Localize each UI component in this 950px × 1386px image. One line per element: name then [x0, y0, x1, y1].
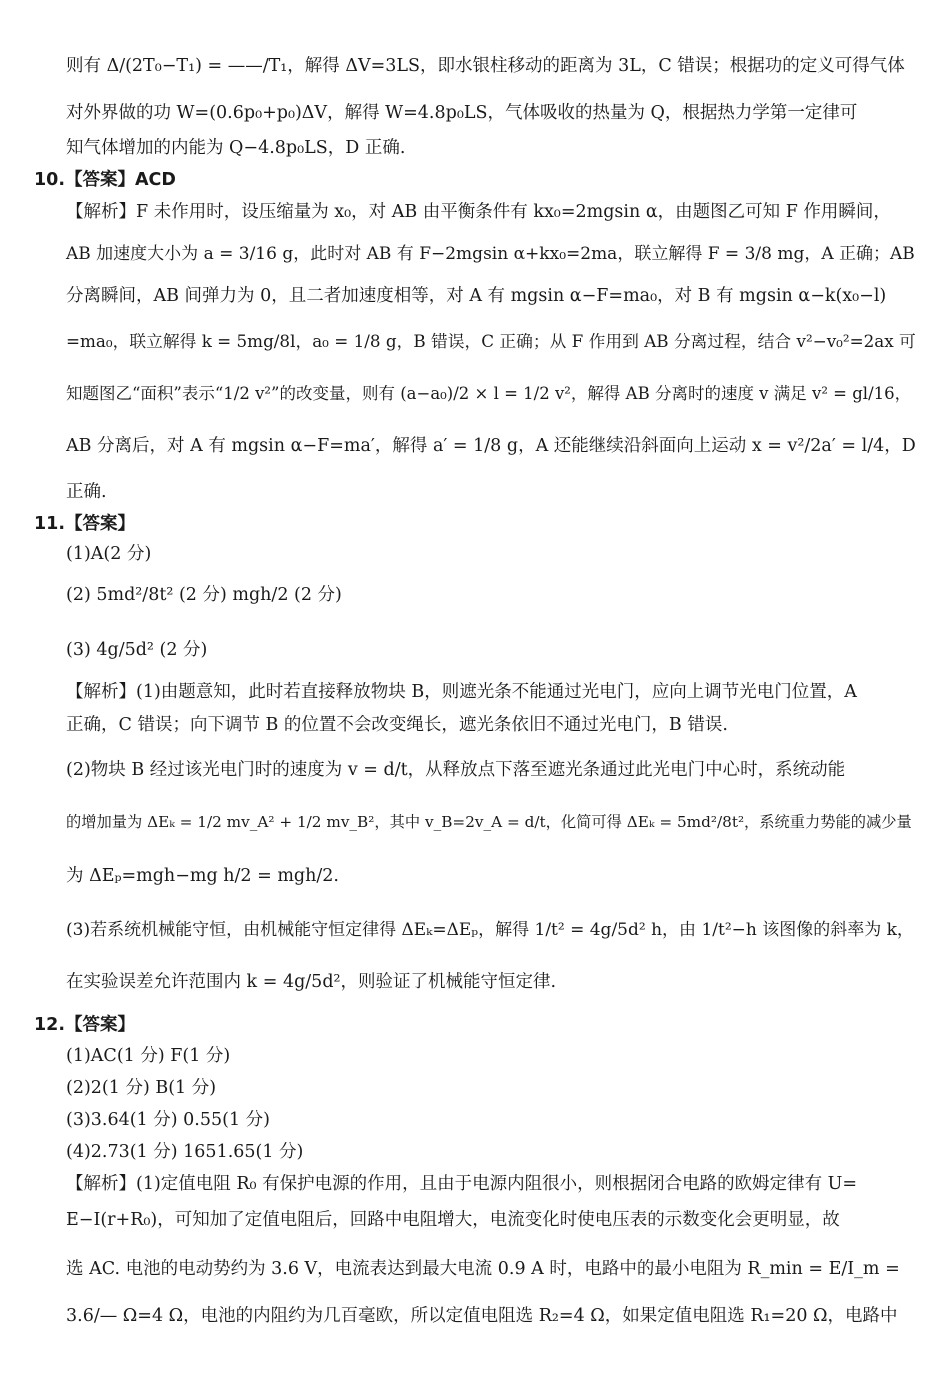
text-line: 为 ΔEₚ=mgh−mg h/2 = mgh/2. — [66, 866, 339, 886]
text-line: 知题图乙“面积”表示“1/2 v²”的改变量，则有 (a−a₀)/2 × l = 1/2 v²，解得 AB 分离时的速度 v 满足 v² = gl/16， — [66, 384, 912, 403]
text-line: 对外界做的功 W=(0.6p₀+p₀)ΔV，解得 W=4.8p₀LS，气体吸收的热量为 Q，根据热力学第一定律可 — [66, 103, 858, 123]
text-line: 的增加量为 ΔEₖ = 1/2 mv_A² + 1/2 mv_B²，其中 v_B=2v_A = d/t，化简可得 ΔEₖ = 5md²/8t²，系统重力势能的减少量 — [66, 813, 912, 831]
text-line: (2)物块 B 经过该光电门时的速度为 v = d/t，从释放点下落至遮光条通过此光电门中心时，系统动能 — [66, 760, 846, 780]
text-line: 3.6/— Ω=4 Ω，电池的内阻约为几百毫欧，所以定值电阻选 R₂=4 Ω，如果定值电阻选 R₁=20 Ω，电路中 — [66, 1306, 898, 1326]
text-line: 分离瞬间，AB 间弹力为 0，且二者加速度相等，对 A 有 mgsin α−F=ma₀，对 B 有 mgsin α−k(x₀−l) — [66, 286, 887, 306]
text-line: 正确. — [66, 482, 107, 502]
answer-item: (2) 5md²/8t² (2 分) mgh/2 (2 分) — [66, 585, 342, 605]
text-line: 知气体增加的内能为 Q−4.8p₀LS，D 正确. — [66, 138, 406, 158]
text-line: 正确，C 错误；向下调节 B 的位置不会改变绳长，遮光条依旧不通过光电门，B 错误. — [66, 715, 728, 735]
answer-item: (3) 4g/5d² (2 分) — [66, 640, 208, 660]
answer-item: (1)AC(1 分) F(1 分) — [66, 1046, 231, 1066]
text-line: 在实验误差允许范围内 k = 4g/5d²，则验证了机械能守恒定律. — [66, 972, 557, 992]
analysis-line: 【解析】(1)由题意知，此时若直接释放物块 B，则遮光条不能通过光电门，应向上调节光电门位置，A — [66, 682, 857, 702]
answer-item: (4)2.73(1 分) 1651.65(1 分) — [66, 1142, 304, 1162]
analysis-line: 【解析】F 未作用时，设压缩量为 x₀，对 AB 由平衡条件有 kx₀=2mgsin α，由题图乙可知 F 作用瞬间， — [66, 202, 891, 222]
text-line: (3)若系统机械能守恒，由机械能守恒定律得 ΔEₖ=ΔEₚ，解得 1/t² = 4g/5d² h，由 1/t²−h 该图像的斜率为 k， — [66, 920, 914, 940]
answer-item: (3)3.64(1 分) 0.55(1 分) — [66, 1110, 270, 1130]
text-line: AB 分离后，对 A 有 mgsin α−F=ma′，解得 a′ = 1/8 g，A 还能继续沿斜面向上运动 x = v²/2a′ = l/4，D — [66, 436, 916, 456]
analysis-line: 【解析】(1)定值电阻 R₀ 有保护电源的作用，且由于电源内阻很小，则根据闭合电路的欧姆定律有 U= — [66, 1174, 858, 1194]
text-line: 选 AC. 电池的电动势约为 3.6 V，电流表达到最大电流 0.9 A 时，电路中的最小电阻为 R_min = E/I_m = — [66, 1259, 900, 1279]
answer-item: (2)2(1 分) B(1 分) — [66, 1078, 217, 1098]
text-line: 则有 Δ/(2T₀−T₁) = ——/T₁，解得 ΔV=3LS，即水银柱移动的距离为 3L，C 错误；根据功的定义可得气体 — [66, 56, 905, 76]
answer-item: (1)A(2 分) — [66, 544, 152, 564]
text-line: AB 加速度大小为 a = 3/16 g，此时对 AB 有 F−2mgsin α+kx₀=2ma，联立解得 F = 3/8 mg，A 正确；AB — [66, 244, 915, 264]
answer-heading-12: 12.【答案】 — [34, 1015, 136, 1035]
answer-heading-11: 11.【答案】 — [34, 514, 136, 534]
answer-heading-10: 10.【答案】ACD — [34, 170, 176, 190]
text-line: =ma₀，联立解得 k = 5mg/8l，a₀ = 1/8 g，B 错误，C 正确；从 F 作用到 AB 分离过程，结合 v²−v₀²=2ax 可 — [66, 331, 916, 351]
text-line: E−I(r+R₀)，可知加了定值电阻后，回路中电阻增大，电流变化时使电压表的示数变化会更明显，故 — [66, 1210, 840, 1230]
